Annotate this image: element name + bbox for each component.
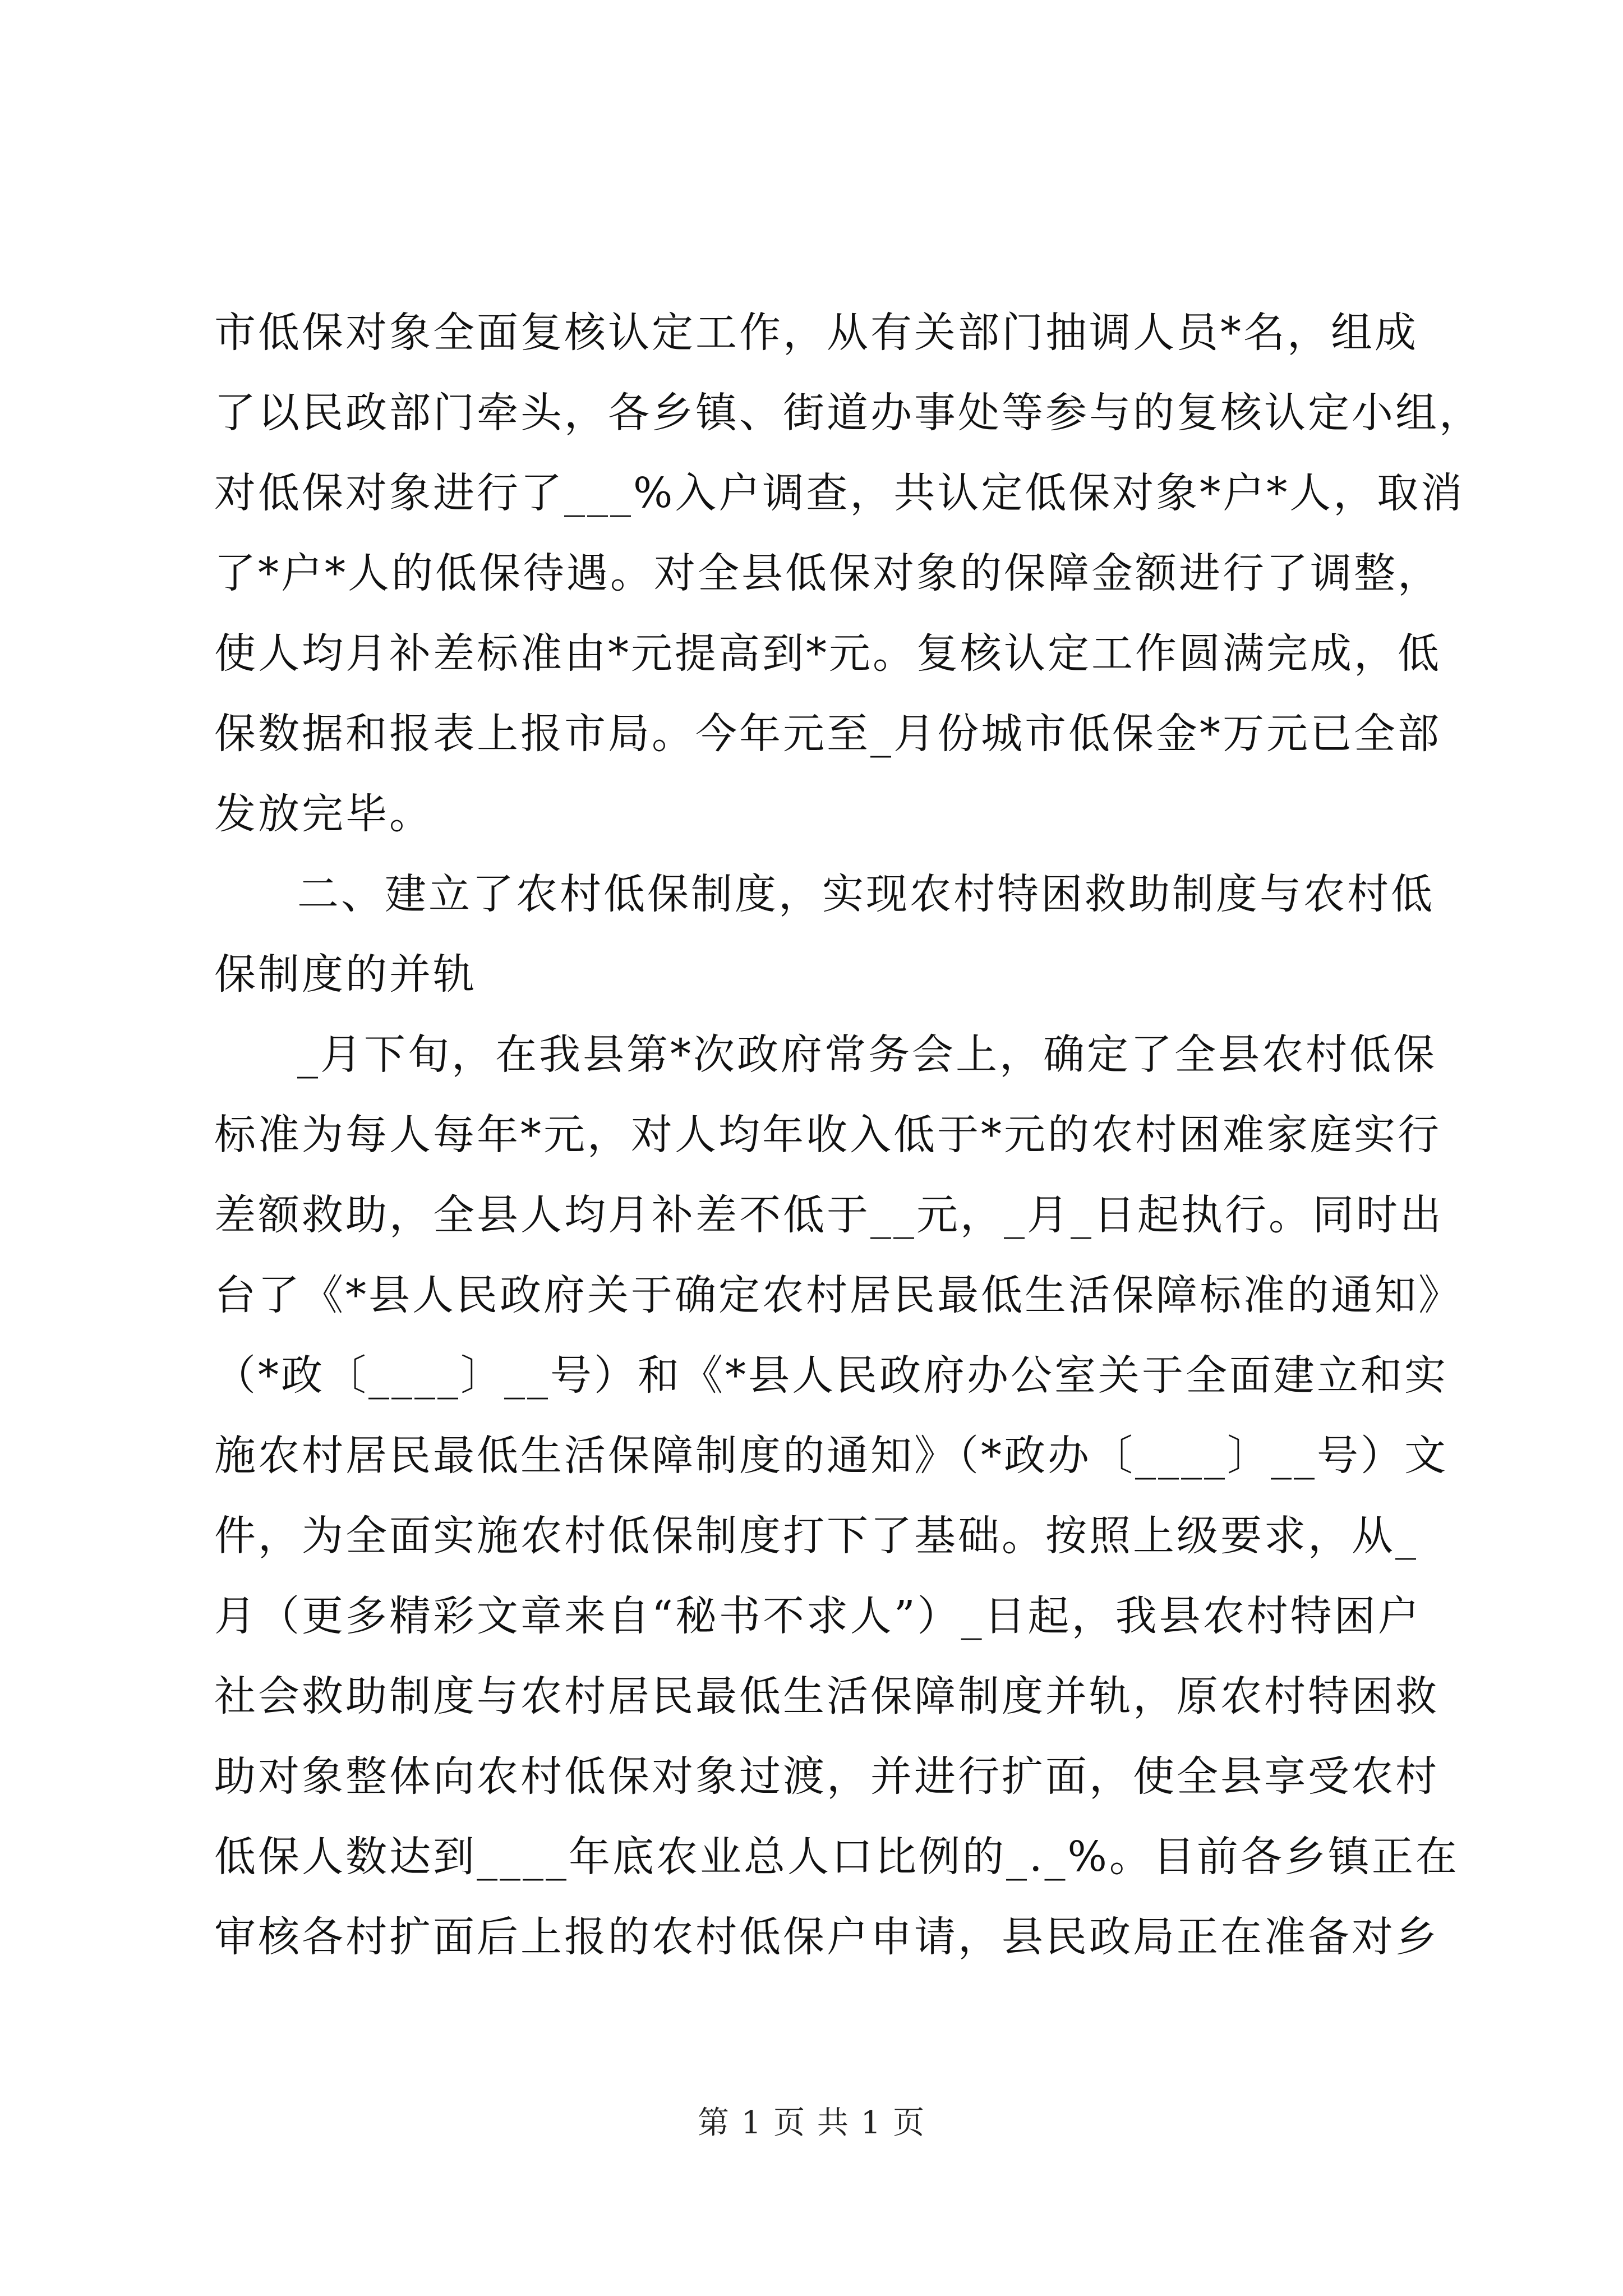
text-line: 差额救助，全县人均月补差不低于__元，_月_日起执行。同时出 [214,1191,1444,1239]
text-line: 发放完毕。 [214,790,433,838]
text-line: 施农村居民最低生活保障制度的通知》（*政办〔____〕__号）文 [214,1432,1448,1480]
page-footer: 第 1 页 共 1 页 [697,2105,926,2141]
text-line: 市低保对象全面复核认定工作，从有关部门抽调人员*名，组成 [214,309,1418,357]
text-line: _月下旬，在我县第*次政府常务会上，确定了全县农村低保 [297,1030,1437,1079]
text-line: 审核各村扩面后上报的农村低保户申请，县民政局正在准备对乡 [214,1913,1439,1961]
section-heading: 二、建立了农村低保制度，实现农村特困救助制度与农村低 [297,870,1435,918]
text-line: 了以民政部门牵头，各乡镇、街道办事处等参与的复核认定小组， [214,389,1483,437]
text-line: 使人均月补差标准由*元提高到*元。复核认定工作圆满完成，低 [214,629,1441,678]
text-line: 助对象整体向农村低保对象过渡，并进行扩面，使全县享受农村 [214,1752,1439,1801]
text-line: 台了《*县人民政府关于确定农村居民最低生活保障标准的通知》 [214,1271,1462,1319]
section-heading-continuation: 保制度的并轨 [214,950,477,999]
document-body [214,293,1483,1977]
text-line: （*政〔____〕__号）和《*县人民政府办公室关于全面建立和实 [214,1351,1448,1400]
text-line: 对低保对象进行了___%入户调查，共认定低保对象*户*人，取消 [214,469,1465,517]
text-line: 社会救助制度与农村居民最低生活保障制度并轨，原农村特困救 [214,1672,1439,1720]
text-line: 了*户*人的低保待遇。对全县低保对象的保障金额进行了调整， [214,549,1441,597]
text-line: 件，为全面实施农村低保制度打下了基础。按照上级要求，从_ [214,1512,1418,1560]
text-line: 低保人数达到____年底农业总人口比例的_._%。目前各乡镇正在 [214,1833,1459,1881]
text-line: 保数据和报表上报市局。今年元至_月份城市低保金*万元已全部 [214,710,1441,758]
text-line: 标准为每人每年*元，对人均年收入低于*元的农村困难家庭实行 [214,1111,1441,1159]
text-line: 月（更多精彩文章来自“秘书不求人”）_日起，我县农村特困户 [214,1592,1422,1640]
